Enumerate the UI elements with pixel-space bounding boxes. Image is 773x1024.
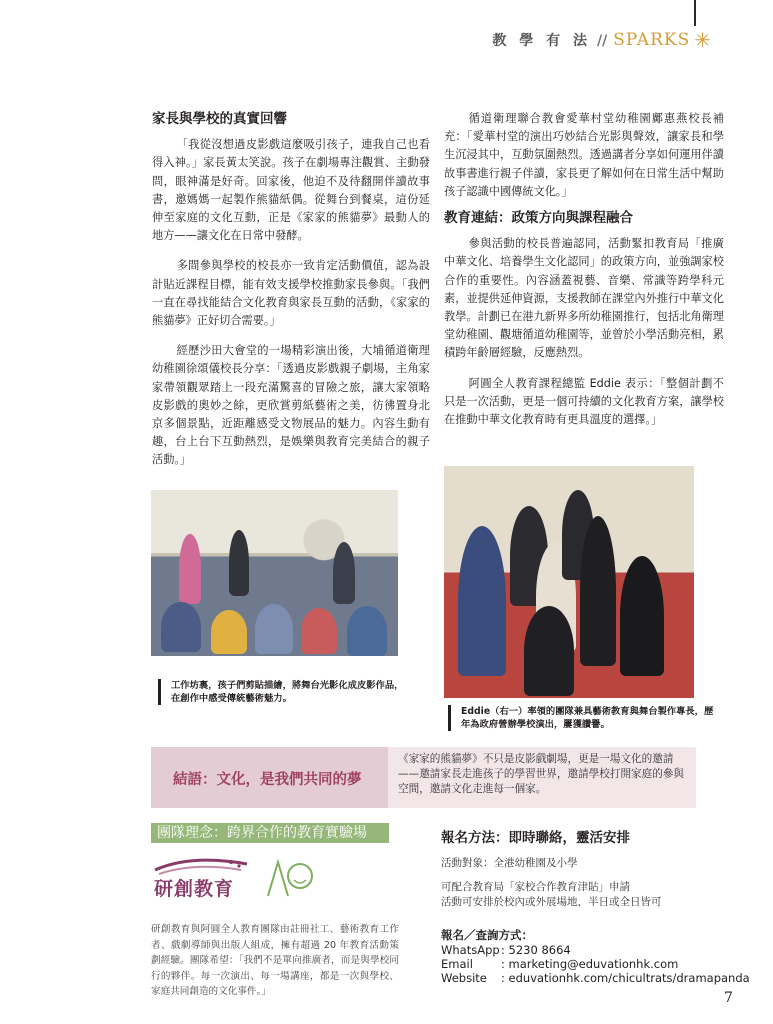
subsidy-note: 可配合教育局「家校合作教育津貼」申請: [441, 881, 630, 893]
left-paragraph-3: 經歷沙田大會堂的一場精彩演出後，大埔循道衛理幼稚園徐頌儀校長分享：「透過皮影戲親子劇場，主角家家帶領觀眾踏上一段充滿驚喜的冒險之旅，讓大家領略皮影戲的奧妙之餘，更欣賞剪紙藝術之美，彷彿置身北京多個景點，近距離感受文物展品的魅力。內容生動有趣，台上台下互動熱烈，是娛樂與教育完美結合的親子活動。」: [152, 344, 430, 467]
team-photo: [444, 466, 694, 698]
right-column: [444, 110, 724, 441]
conclusion-text-box: [388, 747, 696, 808]
registration-notes: [441, 880, 662, 910]
team-description: 研創教育與阿圓全人教育團隊由註冊社工、藝術教育工作者、戲劇導師與出版人組成，擁有超過 20 年教育活動策劃經驗。團隊希望：「我們不是單向推廣者，而是與學校同行的夥伴。每一次演出、每一場講座，都是一次與學校、家庭共同創造的文化事件。」: [151, 924, 399, 997]
header-divider: [694, 0, 696, 26]
contact-list: [441, 943, 750, 985]
venue-note: 活動可安排於校內或外展場地，半日或全日皆可: [441, 896, 662, 908]
contact-whatsapp: [441, 943, 750, 957]
section-header: [492, 26, 711, 50]
contact-label: WhatsApp: [441, 943, 500, 957]
enquiry-title: 報名／查詢方式：: [441, 928, 533, 942]
left-paragraph-2: 多間參與學校的校長亦一致肯定活動價值，認為設計貼近課程目標，能有效支援學校推動家長參與。「我們一直在尋找能結合文化教育與家長互動的活動，《家家的熊貓夢》正好切合需要。」: [152, 259, 430, 328]
right-heading: 教育連結：政策方向與課程融合: [444, 210, 633, 227]
section-title: 教 學 有 法: [492, 33, 592, 49]
conclusion-title-box: [151, 747, 388, 808]
team-title: 團隊理念：跨界合作的教育實驗場: [151, 823, 389, 843]
team-caption: Eddie（右一）率領的團隊兼具藝術教育與舞台製作專長，歷年為政府營辦學校演出，屢獲讚譽。: [448, 705, 719, 731]
workshop-caption: 工作坊裏，孩子們剪貼描繪，將舞台光影化成皮影作品，在創作中感受傳統藝術魅力。: [158, 679, 411, 705]
contact-website: [441, 971, 750, 985]
right-paragraph-3: 阿圓全人教育課程總監 Eddie 表示：「整個計劃不只是一次活動，更是一個可持續的文化教育方案，讓學校在推動中華文化教育時有更具溫度的選擇。」: [444, 376, 724, 427]
ayuen-logo-icon: [262, 852, 322, 902]
target-audience: 活動對象：全港幼稚園及小學: [441, 857, 578, 869]
eduvation-logo-text: 研創教育: [154, 878, 235, 900]
left-column: [152, 110, 430, 482]
contact-email: [441, 957, 750, 971]
conclusion-title: 結語：文化，是我們共同的夢: [173, 772, 362, 788]
contact-value[interactable]: : eduvationhk.com/chicultrats/dramapanda: [501, 971, 750, 985]
conclusion-text: 《家家的熊貓夢》不只是皮影戲劇場，更是一場文化的邀請——邀請家長走進孩子的學習世界，邀請學校打開家庭的參與空間，邀請文化走進每一個家。: [398, 753, 685, 795]
header-separator: //: [597, 33, 608, 49]
workshop-photo: [151, 490, 398, 656]
right-paragraph-2: 參與活動的校長普遍認同，活動緊扣教育局「推廣中華文化、培養學生文化認同」的政策方向，並強調家校合作的重要性。內容涵蓋視藝、音樂、常識等跨學科元素，並提供延伸資源，支援教師在課堂內外推行中華文化教學。計劃已在港九新界多所幼稚園推行，包括北角衛理堂幼稚園、觀塘循道幼稚園等，並曾於小學活動亮相，累積跨年齡層經驗，反應熱烈。: [444, 237, 724, 360]
contact-value[interactable]: : marketing@eduvationhk.com: [501, 957, 679, 971]
contact-label: Website: [441, 971, 487, 985]
spark-icon: ✳: [694, 28, 711, 52]
contact-label: Email: [441, 957, 473, 971]
registration-title: 報名方法：即時聯絡，靈活安排: [441, 830, 630, 846]
contact-value[interactable]: : 5230 8664: [501, 943, 571, 957]
right-paragraph-1: 循道衛理聯合教會愛華村堂幼稚園鄺惠燕校長補充：「愛華村堂的演出巧妙結合光影與聲效，讓家長和學生沉浸其中，互動氛圍熱烈。透過講者分享如何運用伴讀故事書進行親子伴讀，家長更了解如何在日常生活中幫助孩子認識中國傳統文化。」: [444, 112, 724, 198]
left-heading: 家長與學校的真實回響: [152, 111, 287, 127]
brand-name: SPARKS: [613, 30, 691, 50]
left-paragraph-1: 「我從沒想過皮影戲這麼吸引孩子，連我自己也看得入神。」家長黃太笑說。孩子在劇場專注觀賞、主動發問，眼神滿是好奇。回家後，他迫不及待翻開伴讀故事書，邀媽媽一起製作熊貓紙偶。從舞台到餐桌，這份延伸至家庭的文化互動，正是《家家的熊貓夢》最動人的地方——讓文化在日常中發酵。: [152, 138, 430, 243]
page-number: 7: [724, 990, 733, 1006]
